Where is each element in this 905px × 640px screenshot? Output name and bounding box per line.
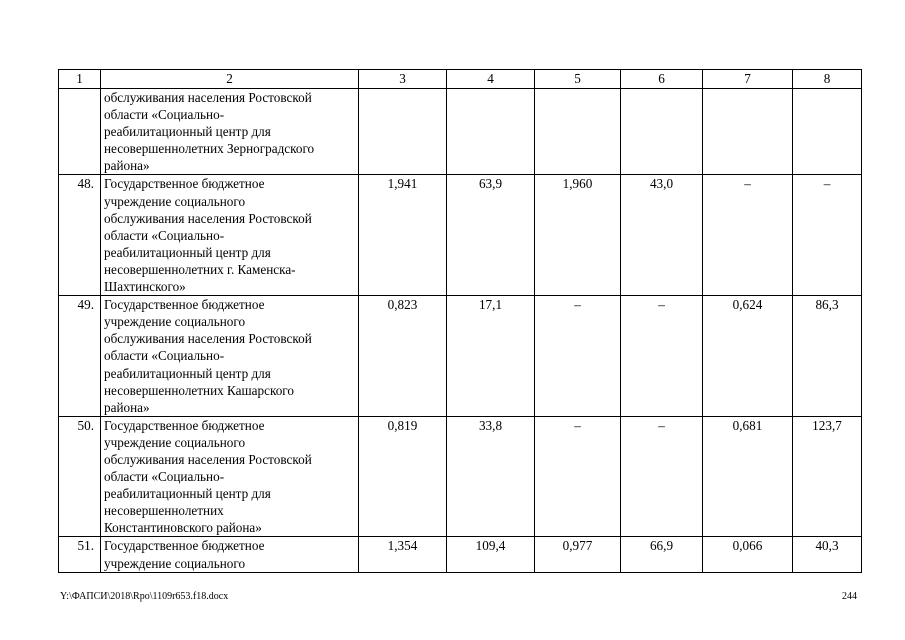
institution-name: Государственное бюджетное учреждение социального обслуживания населения Ростовской области «Социально- реабилитационный центр для несовершеннолетних Кашарского района» bbox=[101, 296, 359, 417]
institution-name: Государственное бюджетное учреждение социального обслуживания населения Ростовской области «Социально- реабилитационный центр для несовершеннолетних Константиновского района» bbox=[101, 416, 359, 537]
table-row bbox=[59, 89, 862, 175]
cell-col6: 66,9 bbox=[621, 537, 703, 572]
table-row bbox=[59, 416, 862, 537]
table-row bbox=[59, 175, 862, 296]
cell-col6: – bbox=[621, 296, 703, 417]
cell-col6 bbox=[621, 89, 703, 175]
cell-col4 bbox=[447, 89, 535, 175]
header-cell: 5 bbox=[535, 70, 621, 89]
file-path-footer: Y:\ФАПСИ\2018\Rpo\1109r653.f18.docx bbox=[60, 591, 229, 602]
cell-col8: 86,3 bbox=[793, 296, 862, 417]
institution-name: обслуживания населения Ростовской области «Социально- реабилитационный центр для несовершеннолетних Зерноградского района» bbox=[101, 89, 359, 175]
cell-col3: 1,941 bbox=[359, 175, 447, 296]
cell-col5: – bbox=[535, 416, 621, 537]
cell-col7: 0,681 bbox=[703, 416, 793, 537]
table-row bbox=[59, 537, 862, 572]
header-cell: 1 bbox=[59, 70, 101, 89]
cell-col5: – bbox=[535, 296, 621, 417]
cell-col4: 17,1 bbox=[447, 296, 535, 417]
cell-col5: 1,960 bbox=[535, 175, 621, 296]
header-cell: 4 bbox=[447, 70, 535, 89]
row-number: 51. bbox=[59, 537, 101, 572]
cell-col4: 33,8 bbox=[447, 416, 535, 537]
cell-col3: 0,823 bbox=[359, 296, 447, 417]
cell-col4: 63,9 bbox=[447, 175, 535, 296]
data-table bbox=[58, 69, 862, 573]
page-number: 244 bbox=[842, 591, 857, 602]
cell-col7: – bbox=[703, 175, 793, 296]
cell-col7 bbox=[703, 89, 793, 175]
cell-col7: 0,624 bbox=[703, 296, 793, 417]
cell-col8: 40,3 bbox=[793, 537, 862, 572]
cell-col7: 0,066 bbox=[703, 537, 793, 572]
header-cell: 8 bbox=[793, 70, 862, 89]
institution-name: Государственное бюджетное учреждение социального bbox=[101, 537, 359, 572]
cell-col3 bbox=[359, 89, 447, 175]
table-row bbox=[59, 296, 862, 417]
header-cell: 2 bbox=[101, 70, 359, 89]
header-cell: 3 bbox=[359, 70, 447, 89]
cell-col6: – bbox=[621, 416, 703, 537]
row-number bbox=[59, 89, 101, 175]
cell-col3: 1,354 bbox=[359, 537, 447, 572]
cell-col8 bbox=[793, 89, 862, 175]
cell-col5: 0,977 bbox=[535, 537, 621, 572]
header-cell: 6 bbox=[621, 70, 703, 89]
row-number: 48. bbox=[59, 175, 101, 296]
cell-col8: 123,7 bbox=[793, 416, 862, 537]
header-cell: 7 bbox=[703, 70, 793, 89]
cell-col3: 0,819 bbox=[359, 416, 447, 537]
cell-col6: 43,0 bbox=[621, 175, 703, 296]
cell-col5 bbox=[535, 89, 621, 175]
table-header-row bbox=[59, 70, 862, 89]
row-number: 50. bbox=[59, 416, 101, 537]
cell-col8: – bbox=[793, 175, 862, 296]
cell-col4: 109,4 bbox=[447, 537, 535, 572]
row-number: 49. bbox=[59, 296, 101, 417]
institution-name: Государственное бюджетное учреждение социального обслуживания населения Ростовской области «Социально- реабилитационный центр для несовершеннолетних г. Каменска- Шахтинского» bbox=[101, 175, 359, 296]
